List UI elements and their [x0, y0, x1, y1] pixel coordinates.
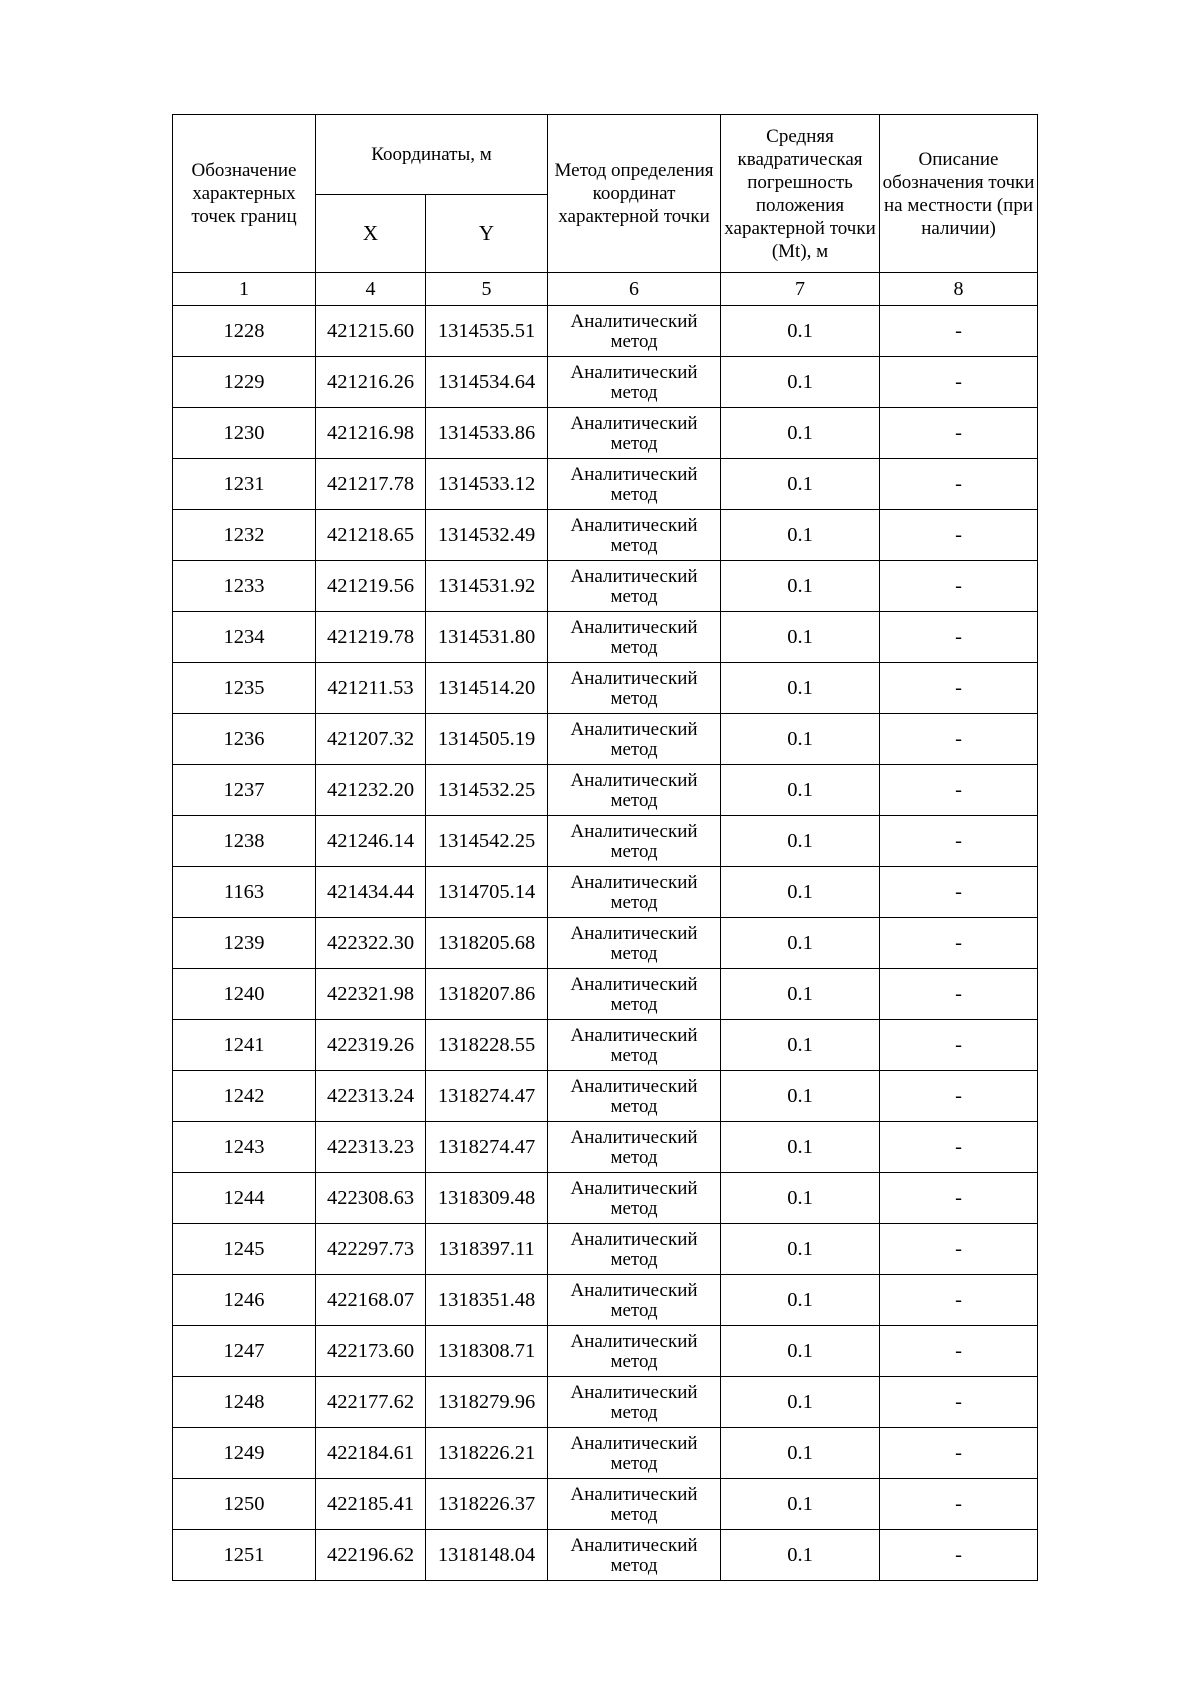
method-line-1: Аналитический	[570, 718, 698, 740]
point-cell: 1244	[173, 1173, 316, 1224]
description-cell: -	[880, 561, 1038, 612]
method-line-1: Аналитический	[570, 973, 698, 995]
error-cell: 0.1	[721, 1377, 880, 1428]
method-line-1: Аналитический	[570, 565, 698, 587]
method-line-1: Аналитический	[570, 1126, 698, 1148]
point-cell: 1230	[173, 408, 316, 459]
error-cell: 0.1	[721, 612, 880, 663]
method-cell	[548, 1428, 721, 1479]
point-cell: 1251	[173, 1530, 316, 1581]
table-row	[173, 1173, 1038, 1224]
method-line-2: метод	[610, 993, 658, 1015]
method-line-2: метод	[610, 1452, 658, 1474]
table-row	[173, 1479, 1038, 1530]
column-number: 8	[880, 273, 1038, 306]
method-cell	[548, 714, 721, 765]
error-cell: 0.1	[721, 867, 880, 918]
table-row	[173, 612, 1038, 663]
method-cell	[548, 1173, 721, 1224]
y-coordinate-cell: 1318397.11	[426, 1224, 548, 1275]
error-cell: 0.1	[721, 663, 880, 714]
method-line-2: метод	[610, 381, 658, 403]
x-coordinate-cell: 421219.78	[316, 612, 426, 663]
table-row	[173, 1071, 1038, 1122]
method-cell	[548, 1122, 721, 1173]
point-cell: 1229	[173, 357, 316, 408]
description-cell: -	[880, 816, 1038, 867]
error-cell: 0.1	[721, 1224, 880, 1275]
error-cell: 0.1	[721, 561, 880, 612]
error-cell: 0.1	[721, 1479, 880, 1530]
method-cell	[548, 1275, 721, 1326]
column-number: 6	[548, 273, 721, 306]
x-coordinate-cell: 421219.56	[316, 561, 426, 612]
point-cell: 1236	[173, 714, 316, 765]
method-line-2: метод	[610, 330, 658, 352]
description-cell: -	[880, 867, 1038, 918]
x-coordinate-cell: 421211.53	[316, 663, 426, 714]
description-cell: -	[880, 459, 1038, 510]
column-number: 7	[721, 273, 880, 306]
table-row	[173, 663, 1038, 714]
table-row	[173, 1122, 1038, 1173]
y-coordinate-cell: 1318351.48	[426, 1275, 548, 1326]
x-coordinate-cell: 422313.24	[316, 1071, 426, 1122]
table-row	[173, 408, 1038, 459]
method-cell	[548, 1530, 721, 1581]
description-cell: -	[880, 612, 1038, 663]
point-cell: 1246	[173, 1275, 316, 1326]
table-row	[173, 1326, 1038, 1377]
x-coordinate-cell: 422185.41	[316, 1479, 426, 1530]
point-cell: 1245	[173, 1224, 316, 1275]
x-coordinate-cell: 421217.78	[316, 459, 426, 510]
y-coordinate-cell: 1318228.55	[426, 1020, 548, 1071]
table-row	[173, 459, 1038, 510]
point-cell: 1249	[173, 1428, 316, 1479]
table-row	[173, 918, 1038, 969]
error-cell: 0.1	[721, 714, 880, 765]
method-line-1: Аналитический	[570, 667, 698, 689]
column-number: 1	[173, 273, 316, 306]
method-line-2: метод	[610, 891, 658, 913]
table-body	[173, 306, 1038, 1581]
error-cell: 0.1	[721, 1020, 880, 1071]
error-cell: 0.1	[721, 1071, 880, 1122]
method-line-2: метод	[610, 1350, 658, 1372]
method-line-1: Аналитический	[570, 1432, 698, 1454]
method-line-1: Аналитический	[570, 1177, 698, 1199]
method-cell	[548, 459, 721, 510]
table-row	[173, 969, 1038, 1020]
table-row	[173, 1530, 1038, 1581]
description-cell: -	[880, 1224, 1038, 1275]
description-cell: -	[880, 1377, 1038, 1428]
x-coordinate-cell: 422308.63	[316, 1173, 426, 1224]
column-number: 5	[426, 273, 548, 306]
table-row	[173, 714, 1038, 765]
method-line-1: Аналитический	[570, 1381, 698, 1403]
method-cell	[548, 1377, 721, 1428]
header-coordinates: Координаты, м	[316, 115, 548, 195]
method-line-1: Аналитический	[570, 769, 698, 791]
method-cell	[548, 867, 721, 918]
table-row	[173, 1428, 1038, 1479]
method-line-2: метод	[610, 483, 658, 505]
method-line-2: метод	[610, 687, 658, 709]
table-row	[173, 867, 1038, 918]
method-line-2: метод	[610, 738, 658, 760]
method-cell	[548, 1224, 721, 1275]
method-line-1: Аналитический	[570, 922, 698, 944]
error-cell: 0.1	[721, 459, 880, 510]
table-row	[173, 1020, 1038, 1071]
description-cell: -	[880, 306, 1038, 357]
x-coordinate-cell: 422319.26	[316, 1020, 426, 1071]
point-cell: 1237	[173, 765, 316, 816]
y-coordinate-cell: 1314533.86	[426, 408, 548, 459]
y-coordinate-cell: 1318309.48	[426, 1173, 548, 1224]
point-cell: 1234	[173, 612, 316, 663]
method-line-1: Аналитический	[570, 412, 698, 434]
point-cell: 1243	[173, 1122, 316, 1173]
table-row	[173, 1224, 1038, 1275]
y-coordinate-cell: 1318226.21	[426, 1428, 548, 1479]
method-line-2: метод	[610, 789, 658, 811]
y-coordinate-cell: 1318274.47	[426, 1071, 548, 1122]
y-coordinate-cell: 1314705.14	[426, 867, 548, 918]
description-cell: -	[880, 663, 1038, 714]
error-cell: 0.1	[721, 357, 880, 408]
y-coordinate-cell: 1318308.71	[426, 1326, 548, 1377]
error-cell: 0.1	[721, 1326, 880, 1377]
table-row	[173, 561, 1038, 612]
error-cell: 0.1	[721, 510, 880, 561]
description-cell: -	[880, 1530, 1038, 1581]
method-line-1: Аналитический	[570, 1534, 698, 1556]
description-cell: -	[880, 969, 1038, 1020]
y-coordinate-cell: 1314531.92	[426, 561, 548, 612]
method-cell	[548, 918, 721, 969]
x-coordinate-cell: 421207.32	[316, 714, 426, 765]
method-cell	[548, 306, 721, 357]
method-line-2: метод	[610, 840, 658, 862]
method-cell	[548, 969, 721, 1020]
column-number-row	[173, 273, 1038, 306]
point-cell: 1239	[173, 918, 316, 969]
method-cell	[548, 816, 721, 867]
table-row	[173, 765, 1038, 816]
method-line-2: метод	[610, 432, 658, 454]
x-coordinate-cell: 422177.62	[316, 1377, 426, 1428]
method-line-2: метод	[610, 1554, 658, 1576]
point-cell: 1228	[173, 306, 316, 357]
column-number: 4	[316, 273, 426, 306]
method-line-2: метод	[610, 1044, 658, 1066]
description-cell: -	[880, 765, 1038, 816]
x-coordinate-cell: 422297.73	[316, 1224, 426, 1275]
y-coordinate-cell: 1318226.37	[426, 1479, 548, 1530]
y-coordinate-cell: 1314531.80	[426, 612, 548, 663]
description-cell: -	[880, 510, 1038, 561]
method-line-2: метод	[610, 1299, 658, 1321]
method-cell	[548, 1071, 721, 1122]
x-coordinate-cell: 421216.26	[316, 357, 426, 408]
header-description: Описание обозначения точки на местности (при наличии)	[880, 115, 1038, 273]
table-row	[173, 1275, 1038, 1326]
method-cell	[548, 561, 721, 612]
y-coordinate-cell: 1314514.20	[426, 663, 548, 714]
x-coordinate-cell: 422184.61	[316, 1428, 426, 1479]
method-line-1: Аналитический	[570, 820, 698, 842]
method-cell	[548, 510, 721, 561]
description-cell: -	[880, 408, 1038, 459]
point-cell: 1247	[173, 1326, 316, 1377]
method-line-2: метод	[610, 942, 658, 964]
point-cell: 1250	[173, 1479, 316, 1530]
error-cell: 0.1	[721, 1122, 880, 1173]
point-cell: 1248	[173, 1377, 316, 1428]
method-line-2: метод	[610, 1197, 658, 1219]
method-cell	[548, 1479, 721, 1530]
description-cell: -	[880, 1275, 1038, 1326]
x-coordinate-cell: 421232.20	[316, 765, 426, 816]
y-coordinate-cell: 1318148.04	[426, 1530, 548, 1581]
description-cell: -	[880, 714, 1038, 765]
y-coordinate-cell: 1318205.68	[426, 918, 548, 969]
method-line-1: Аналитический	[570, 616, 698, 638]
description-cell: -	[880, 1326, 1038, 1377]
point-cell: 1242	[173, 1071, 316, 1122]
x-coordinate-cell: 422321.98	[316, 969, 426, 1020]
error-cell: 0.1	[721, 1275, 880, 1326]
x-coordinate-cell: 422196.62	[316, 1530, 426, 1581]
method-cell	[548, 1326, 721, 1377]
x-coordinate-cell: 421246.14	[316, 816, 426, 867]
y-coordinate-cell: 1314532.49	[426, 510, 548, 561]
x-coordinate-cell: 421216.98	[316, 408, 426, 459]
method-line-2: метод	[610, 1095, 658, 1117]
table-row	[173, 306, 1038, 357]
x-coordinate-cell: 422313.23	[316, 1122, 426, 1173]
method-cell	[548, 408, 721, 459]
error-cell: 0.1	[721, 918, 880, 969]
method-line-2: метод	[610, 1503, 658, 1525]
description-cell: -	[880, 1020, 1038, 1071]
point-cell: 1235	[173, 663, 316, 714]
y-coordinate-cell: 1314535.51	[426, 306, 548, 357]
method-line-2: метод	[610, 585, 658, 607]
method-line-1: Аналитический	[570, 1483, 698, 1505]
error-cell: 0.1	[721, 1173, 880, 1224]
point-cell: 1163	[173, 867, 316, 918]
error-cell: 0.1	[721, 765, 880, 816]
x-coordinate-cell: 421218.65	[316, 510, 426, 561]
method-cell	[548, 1020, 721, 1071]
header-point: Обозначение характерных точек границ	[173, 115, 316, 273]
method-line-2: метод	[610, 534, 658, 556]
method-line-1: Аналитический	[570, 1075, 698, 1097]
method-cell	[548, 765, 721, 816]
method-cell	[548, 663, 721, 714]
method-line-1: Аналитический	[570, 514, 698, 536]
method-line-2: метод	[610, 636, 658, 658]
method-line-1: Аналитический	[570, 871, 698, 893]
description-cell: -	[880, 1071, 1038, 1122]
method-cell	[548, 357, 721, 408]
method-cell	[548, 612, 721, 663]
description-cell: -	[880, 1122, 1038, 1173]
table-row	[173, 357, 1038, 408]
error-cell: 0.1	[721, 1428, 880, 1479]
y-coordinate-cell: 1318274.47	[426, 1122, 548, 1173]
error-cell: 0.1	[721, 1530, 880, 1581]
header-y: Y	[426, 195, 548, 273]
error-cell: 0.1	[721, 306, 880, 357]
x-coordinate-cell: 421215.60	[316, 306, 426, 357]
x-coordinate-cell: 422173.60	[316, 1326, 426, 1377]
y-coordinate-cell: 1314505.19	[426, 714, 548, 765]
y-coordinate-cell: 1314542.25	[426, 816, 548, 867]
point-cell: 1240	[173, 969, 316, 1020]
table-row	[173, 816, 1038, 867]
description-cell: -	[880, 918, 1038, 969]
description-cell: -	[880, 1428, 1038, 1479]
method-line-2: метод	[610, 1248, 658, 1270]
boundary-points-table	[172, 114, 1038, 1581]
method-line-1: Аналитический	[570, 463, 698, 485]
x-coordinate-cell: 422168.07	[316, 1275, 426, 1326]
point-cell: 1232	[173, 510, 316, 561]
error-cell: 0.1	[721, 816, 880, 867]
error-cell: 0.1	[721, 408, 880, 459]
point-cell: 1231	[173, 459, 316, 510]
x-coordinate-cell: 421434.44	[316, 867, 426, 918]
description-cell: -	[880, 1173, 1038, 1224]
description-cell: -	[880, 357, 1038, 408]
method-line-1: Аналитический	[570, 1228, 698, 1250]
y-coordinate-cell: 1314534.64	[426, 357, 548, 408]
method-line-1: Аналитический	[570, 1024, 698, 1046]
point-cell: 1233	[173, 561, 316, 612]
point-cell: 1241	[173, 1020, 316, 1071]
method-line-1: Аналитический	[570, 310, 698, 332]
header-x: X	[316, 195, 426, 273]
method-line-1: Аналитический	[570, 1279, 698, 1301]
method-line-2: метод	[610, 1146, 658, 1168]
description-cell: -	[880, 1479, 1038, 1530]
y-coordinate-cell: 1314532.25	[426, 765, 548, 816]
y-coordinate-cell: 1318207.86	[426, 969, 548, 1020]
point-cell: 1238	[173, 816, 316, 867]
x-coordinate-cell: 422322.30	[316, 918, 426, 969]
header-error: Средняя квадратическая погрешность положения характерной точки (Mt), м	[721, 115, 880, 273]
error-cell: 0.1	[721, 969, 880, 1020]
table-row	[173, 510, 1038, 561]
y-coordinate-cell: 1318279.96	[426, 1377, 548, 1428]
y-coordinate-cell: 1314533.12	[426, 459, 548, 510]
method-line-2: метод	[610, 1401, 658, 1423]
method-line-1: Аналитический	[570, 1330, 698, 1352]
method-line-1: Аналитический	[570, 361, 698, 383]
table-row	[173, 1377, 1038, 1428]
header-method: Метод определения координат характерной точки	[548, 115, 721, 273]
